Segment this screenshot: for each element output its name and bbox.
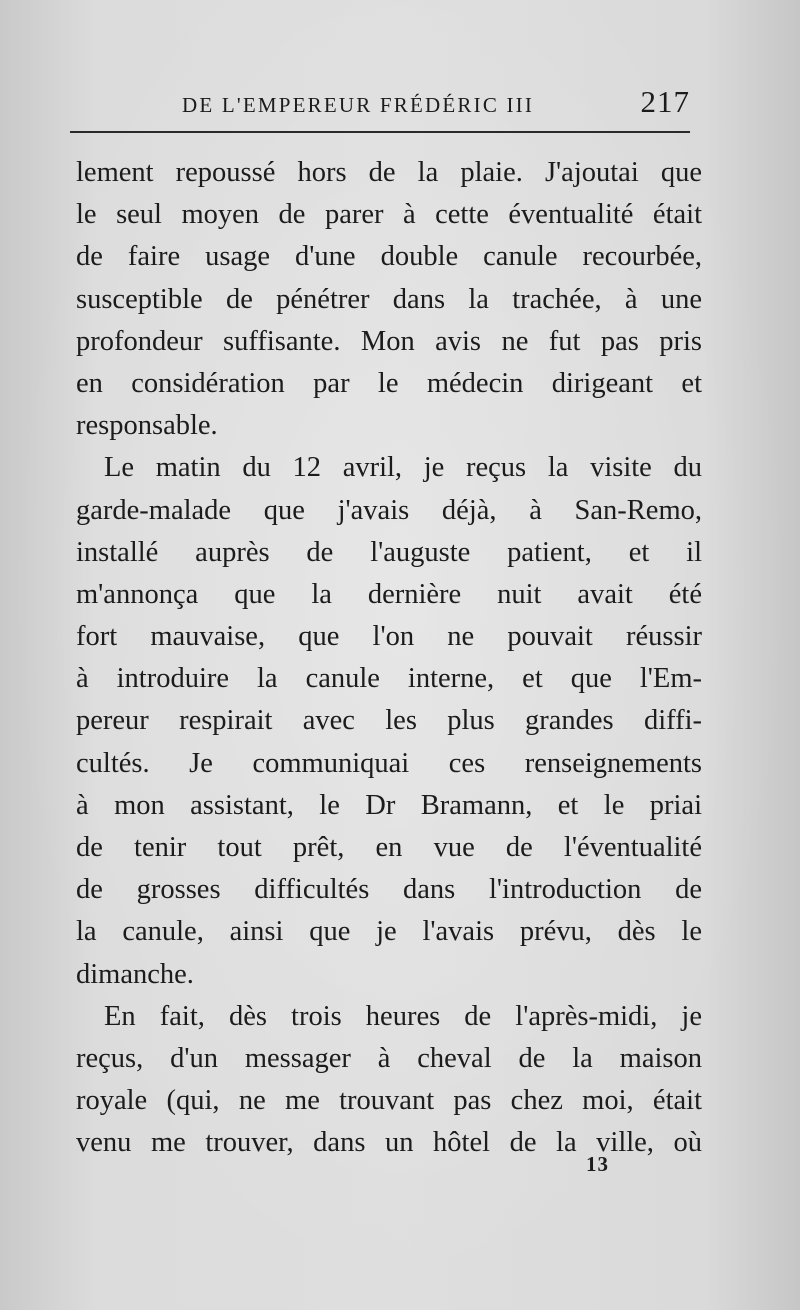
text-line: le seul moyen de parer à cette éventualité était (76, 199, 702, 231)
text-line: à introduire la canule interne, et que l'Em- (76, 663, 702, 695)
paragraph-start-line: En fait, dès trois heures de l'après-midi, je (104, 1000, 702, 1032)
text-line: m'annonça que la dernière nuit avait été (76, 578, 702, 610)
header-rule (70, 131, 690, 133)
text-line: fort mauvaise, que l'on ne pouvait réussir (76, 621, 702, 653)
text-line: royale (qui, ne me trouvant pas chez moi, était (76, 1085, 702, 1117)
signature-mark: 13 (586, 1152, 609, 1176)
text-line: reçus, d'un messager à cheval de la maison (76, 1042, 702, 1074)
paragraph-start-line: Le matin du 12 avril, je reçus la visite du (104, 452, 702, 484)
text-line: profondeur suffisante. Mon avis ne fut pas pris (76, 325, 702, 357)
text-line: garde-malade que j'avais déjà, à San-Remo, (76, 494, 702, 526)
text-line: la canule, ainsi que je l'avais prévu, dès le (76, 916, 702, 948)
text-line: dimanche. (76, 958, 194, 990)
body-text (76, 152, 702, 1165)
text-line: de grosses difficultés dans l'introduction de (76, 874, 702, 906)
text-line: installé auprès de l'auguste patient, et il (76, 536, 702, 568)
text-line: susceptible de pénétrer dans la trachée, à une (76, 283, 702, 315)
text-line: responsable. (76, 410, 218, 442)
running-title: DE L'EMPEREUR FRÉDÉRIC III (182, 93, 535, 117)
text-line: de tenir tout prêt, en vue de l'éventualité (76, 832, 702, 863)
text-line: en considération par le médecin dirigeant et (76, 367, 702, 399)
text-line: lement repoussé hors de la plaie. J'ajoutai que (76, 157, 702, 188)
text-line: pereur respirait avec les plus grandes diffi- (76, 705, 702, 737)
text-line: cultés. Je communiquai ces renseignements (76, 747, 702, 779)
text-line: venu me trouver, dans un hôtel de la ville, où (76, 1127, 702, 1159)
running-head (72, 84, 690, 120)
page-number: 217 (640, 84, 690, 119)
text-line: à mon assistant, le Dr Bramann, et le priai (76, 789, 702, 821)
text-line: de faire usage d'une double canule recourbée, (76, 241, 702, 273)
